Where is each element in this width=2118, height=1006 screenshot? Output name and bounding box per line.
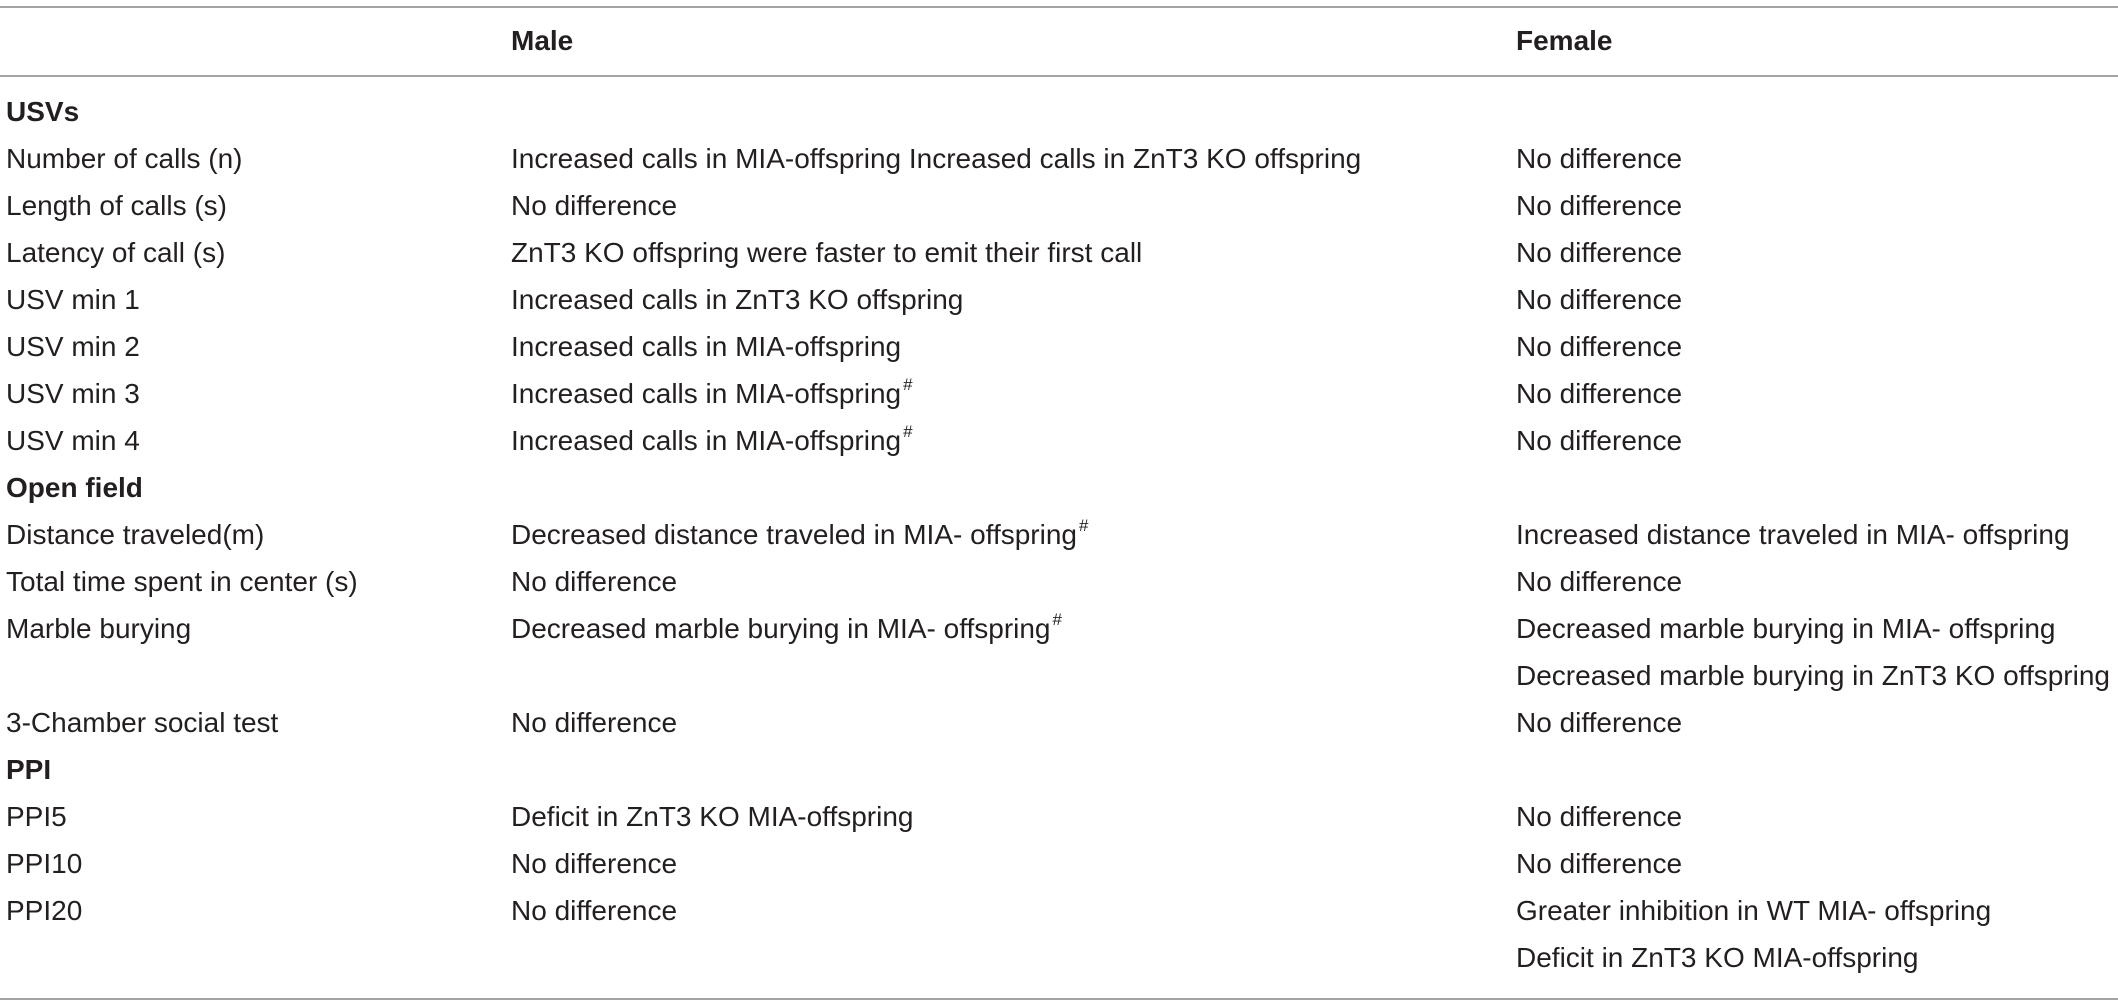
header-col-male: Male — [511, 25, 574, 56]
male-cell: ZnT3 KO offspring were faster to emit their first call — [511, 237, 1143, 268]
table-row — [0, 793, 2118, 840]
female-cell: Deficit in ZnT3 KO MIA-offspring — [1516, 942, 1919, 973]
measure-cell: Total time spent in center (s) — [6, 566, 358, 597]
table-row — [0, 182, 2118, 229]
table-bottom-rule — [0, 998, 2118, 1000]
footnote-mark: # — [1079, 516, 1089, 535]
section-title-open-field: Open field — [6, 472, 143, 503]
table-row-continuation — [0, 934, 2118, 981]
female-cell: No difference — [1516, 378, 1683, 409]
male-cell: Increased calls in MIA-offspring — [511, 331, 902, 362]
table-row — [0, 135, 2118, 182]
measure-cell: USV min 2 — [6, 331, 140, 362]
female-cell: No difference — [1516, 331, 1683, 362]
female-cell: Increased distance traveled in MIA- offspring — [1516, 519, 2070, 550]
table-row — [0, 558, 2118, 605]
table-header-row — [0, 17, 2118, 64]
female-cell: Greater inhibition in WT MIA- offspring — [1516, 895, 1992, 926]
table-row — [0, 323, 2118, 370]
male-cell: No difference — [511, 895, 678, 926]
male-cell: Increased calls in ZnT3 KO offspring — [511, 284, 964, 315]
male-cell: Decreased distance traveled in MIA- offspring # — [511, 516, 1089, 550]
male-cell: No difference — [511, 707, 678, 738]
female-cell: No difference — [1516, 284, 1683, 315]
male-cell: Increased calls in MIA-offspring Increased calls in ZnT3 KO offspring — [511, 143, 1362, 174]
female-cell: No difference — [1516, 425, 1683, 456]
header-col-female: Female — [1516, 25, 1613, 56]
footnote-mark: # — [1052, 610, 1062, 629]
table-row — [0, 511, 2118, 558]
measure-cell: Marble burying — [6, 613, 192, 644]
male-cell: Deficit in ZnT3 KO MIA-offspring — [511, 801, 914, 832]
measure-cell: USV min 1 — [6, 284, 140, 315]
female-cell: No difference — [1516, 848, 1683, 879]
table-row — [0, 417, 2118, 464]
female-cell: No difference — [1516, 566, 1683, 597]
table-header-rule — [0, 75, 2118, 77]
table-row — [0, 840, 2118, 887]
female-cell: Decreased marble burying in MIA- offspring — [1516, 613, 2056, 644]
female-cell: No difference — [1516, 237, 1683, 268]
male-cell: No difference — [511, 190, 678, 221]
female-cell: Decreased marble burying in ZnT3 KO offspring — [1516, 660, 2110, 691]
table-row — [0, 887, 2118, 934]
female-cell: No difference — [1516, 801, 1683, 832]
measure-cell: Length of calls (s) — [6, 190, 227, 221]
male-cell: No difference — [511, 848, 678, 879]
female-cell: No difference — [1516, 143, 1683, 174]
measure-cell: Distance traveled(m) — [6, 519, 265, 550]
measure-cell: PPI5 — [6, 801, 67, 832]
male-cell: Decreased marble burying in MIA- offspring # — [511, 610, 1062, 644]
measure-cell: PPI10 — [6, 848, 83, 879]
table-row — [0, 229, 2118, 276]
male-cell: Increased calls in MIA-offspring # — [511, 375, 913, 409]
male-cell: Increased calls in MIA-offspring # — [511, 422, 913, 456]
male-cell: No difference — [511, 566, 678, 597]
table-top-rule — [0, 6, 2118, 8]
section-title-ppi: PPI — [6, 754, 52, 785]
female-cell: No difference — [1516, 190, 1683, 221]
footnote-mark: # — [903, 375, 913, 394]
measure-cell: PPI20 — [6, 895, 83, 926]
measure-cell: USV min 4 — [6, 425, 140, 456]
footnote-mark: # — [903, 422, 913, 441]
measure-cell: Number of calls (n) — [6, 143, 243, 174]
measure-cell: Latency of call (s) — [6, 237, 226, 268]
female-cell: No difference — [1516, 707, 1683, 738]
table-row — [0, 276, 2118, 323]
table-row-continuation — [0, 652, 2118, 699]
table-row — [0, 370, 2118, 417]
table-row — [0, 605, 2118, 652]
section-title-usvs: USVs — [6, 96, 80, 127]
table-row — [0, 699, 2118, 746]
measure-cell: 3-Chamber social test — [6, 707, 279, 738]
measure-cell: USV min 3 — [6, 378, 140, 409]
